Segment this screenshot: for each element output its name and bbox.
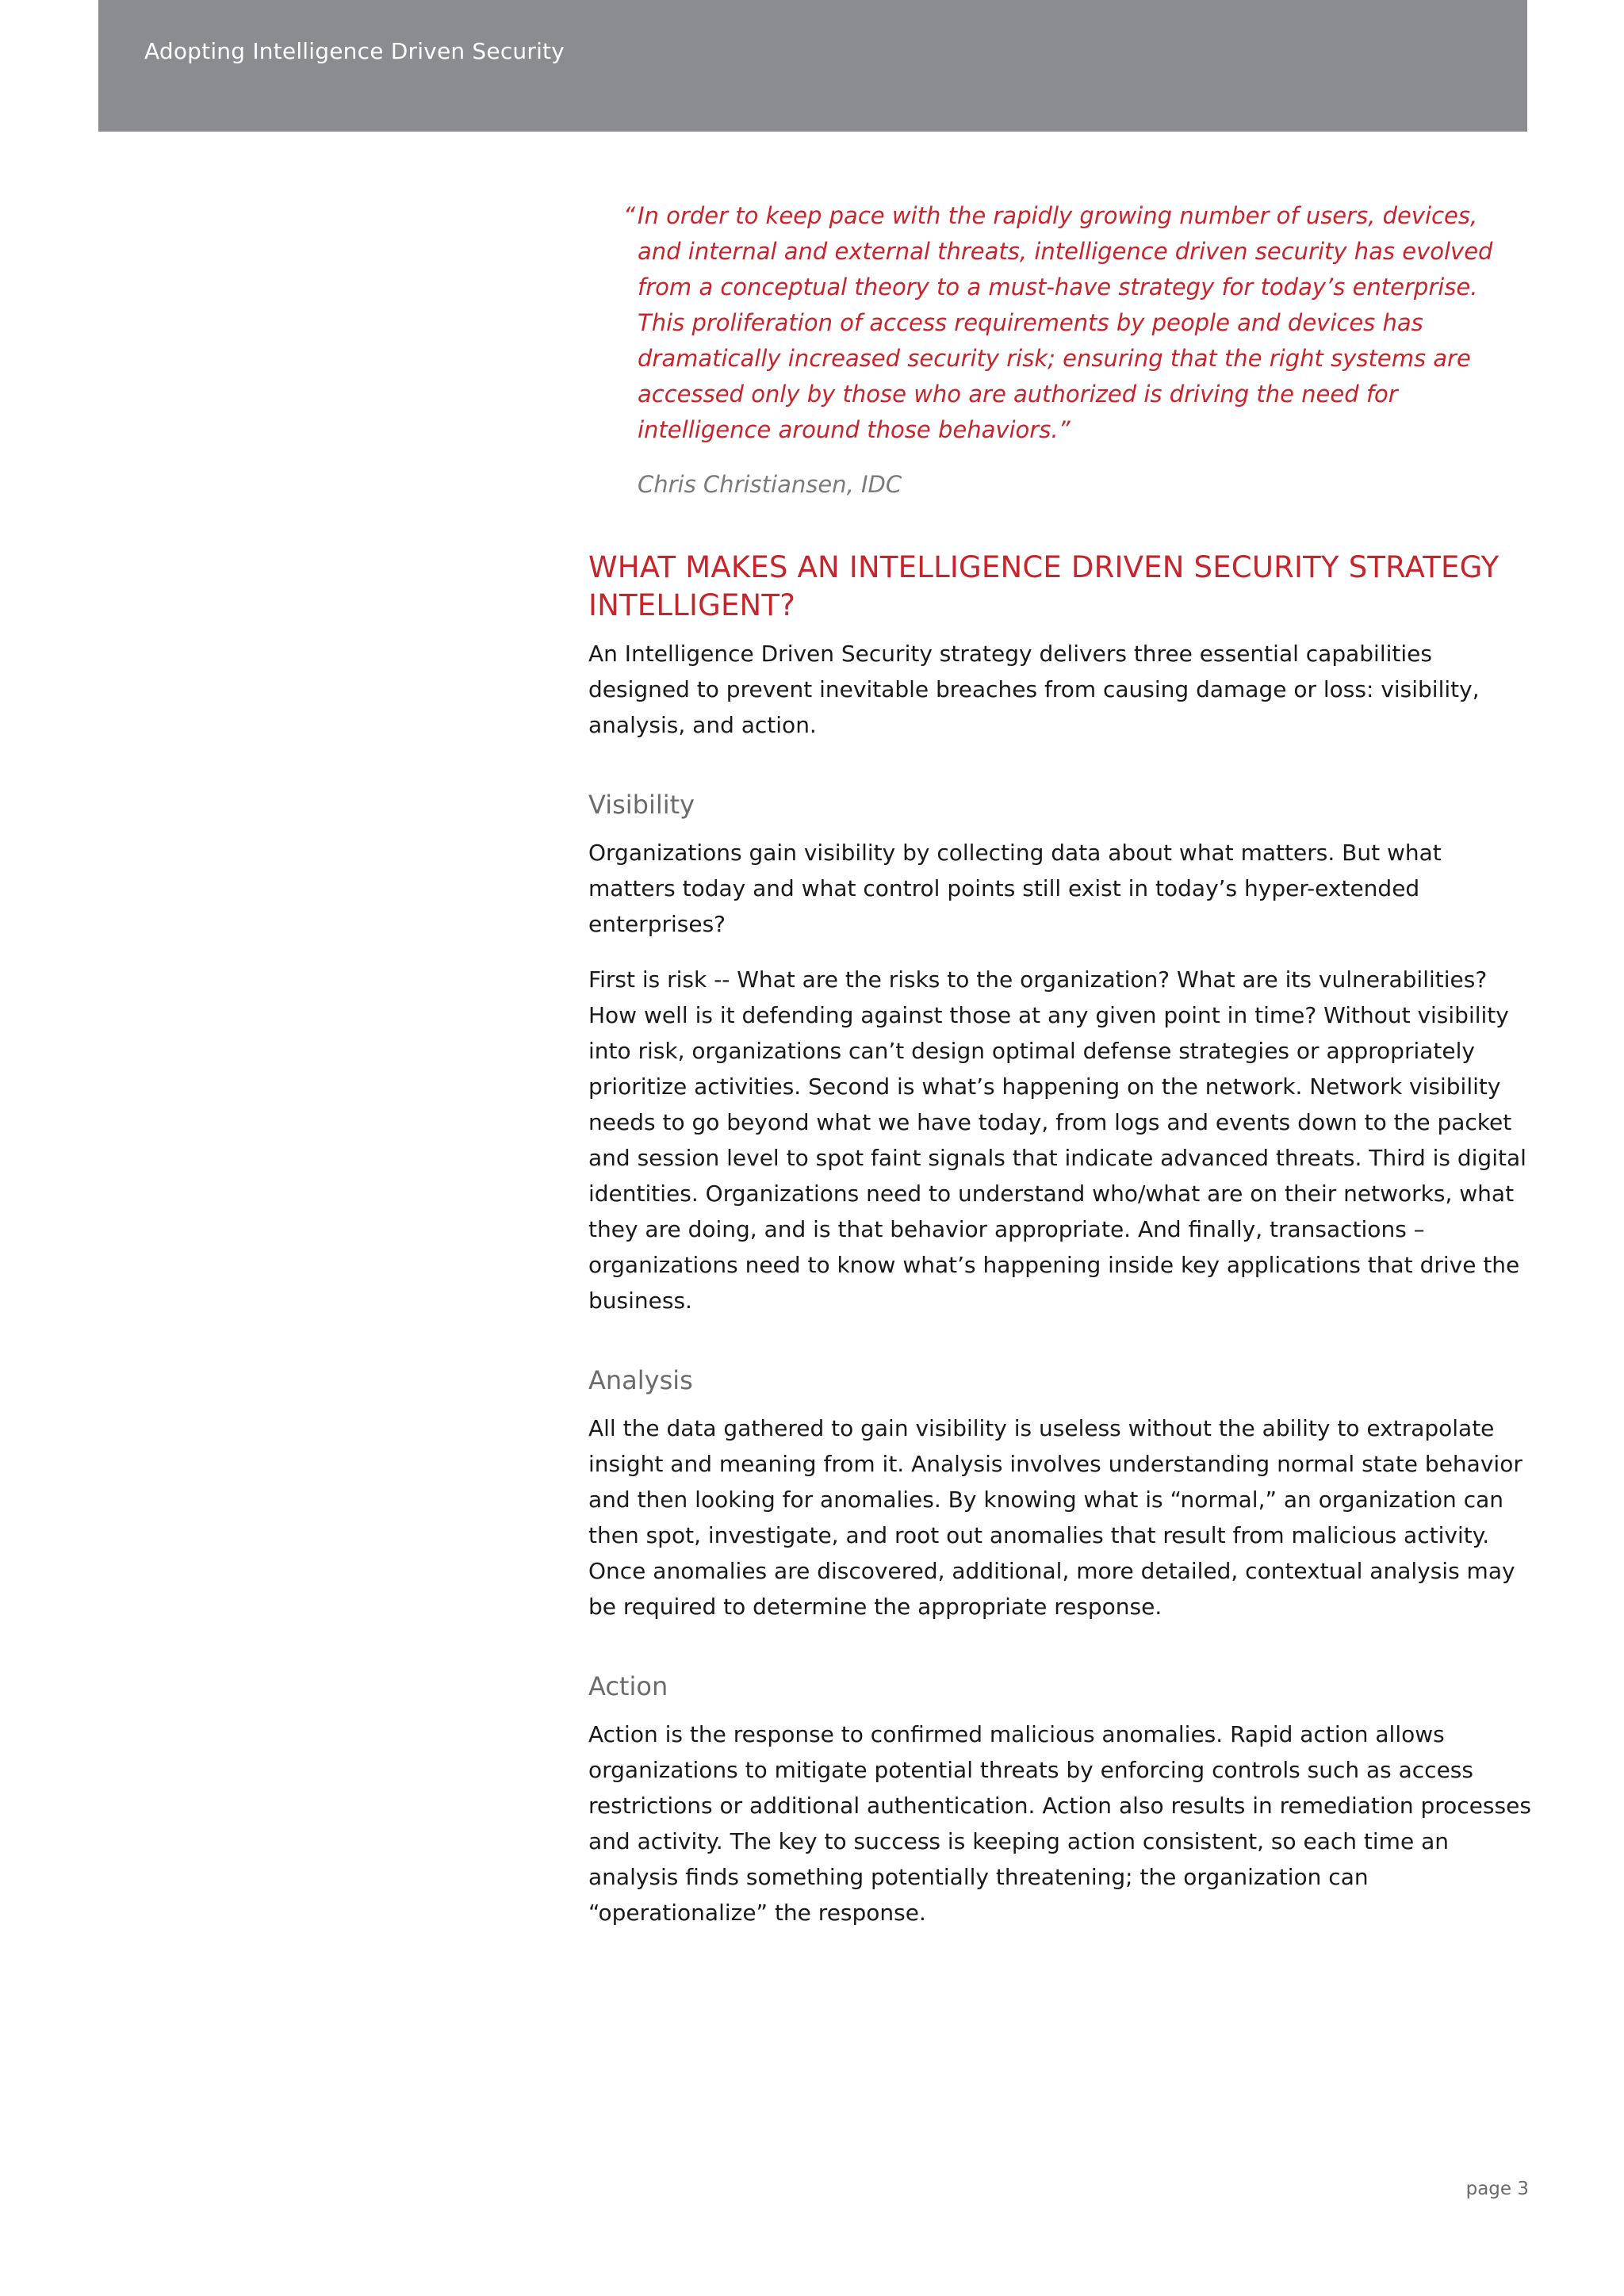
subheading-analysis: Analysis [588,1365,693,1395]
quote-text: In order to keep pace with the rapidly growing number of users, devices, and internal and external threats, intelligence driven security has evolved from a conceptual theory to a must-have strategy for today’s enterprise. This proliferation of access requirements by people and devices has dramatically increased security risk; ensuring that the right systems are accessed only by those who are authorized is driving the need for intelligence around those behaviors.” [638,202,1493,443]
subheading-action: Action [588,1671,668,1701]
page-number: page 3 [1465,2179,1529,2199]
visibility-paragraph-1: Organizations gain visibility by collecting data about what matters. But what matters today and what control points still exist in today’s hyper-extended enterprises? [588,840,1442,937]
intro-paragraph: An Intelligence Driven Security strategy delivers three essential capabilities designed to prevent inevitable breaches from causing damage or loss: visibility, analysis, and action. [588,641,1480,738]
quote-attribution: Chris Christiansen, IDC [638,471,902,498]
subheading-visibility: Visibility [588,790,695,820]
header-bar [98,0,1527,132]
header-title: Adopting Intelligence Driven Security [144,38,565,64]
pull-quote [623,198,1498,448]
action-paragraph: Action is the response to confirmed malicious anomalies. Rapid action allows organizations to mitigate potential threats by enforcing controls such as access restrictions or additional authentication. Action also results in remediation processes and activity. The key to success is keeping action consistent, so each time an analysis finds something potentially threatening; the organization can “operationalize” the response. [588,1721,1531,1926]
analysis-paragraph: All the data gathered to gain visibility is useless without the ability to extrapolate insight and meaning from it. Analysis involves understanding normal state behavior and then looking for anomalies. By knowing what is “normal,” an organization can then spot, investigate, and root out anomalies that result from malicious activity. Once anomalies are discovered, additional, more detailed, contextual analysis may be required to determine the appropriate response. [588,1415,1522,1620]
main-content [588,198,1532,1931]
visibility-paragraph-2: First is risk -- What are the risks to the organization? What are its vulnerabilities? How well is it defending against those at any given point in time? Without visibility into risk, organizations can’t design optimal defense strategies or appropriately prioritize activities. Second is what’s happening on the network. Network visibility needs to go beyond what we have today, from logs and events down to the packet and session level to spot faint signals that indicate advanced threats. Third is digital identities. Organizations need to understand who/what are on their networks, what they are doing, and is that behavior appropriate. And finally, transactions – organizations need to know what’s happening inside key applications that drive the business. [588,966,1526,1314]
quote-open-mark: “ [623,202,636,229]
section-heading: WHAT MAKES AN INTELLIGENCE DRIVEN SECURITY STRATEGY INTELLIGENT? [588,550,1500,622]
